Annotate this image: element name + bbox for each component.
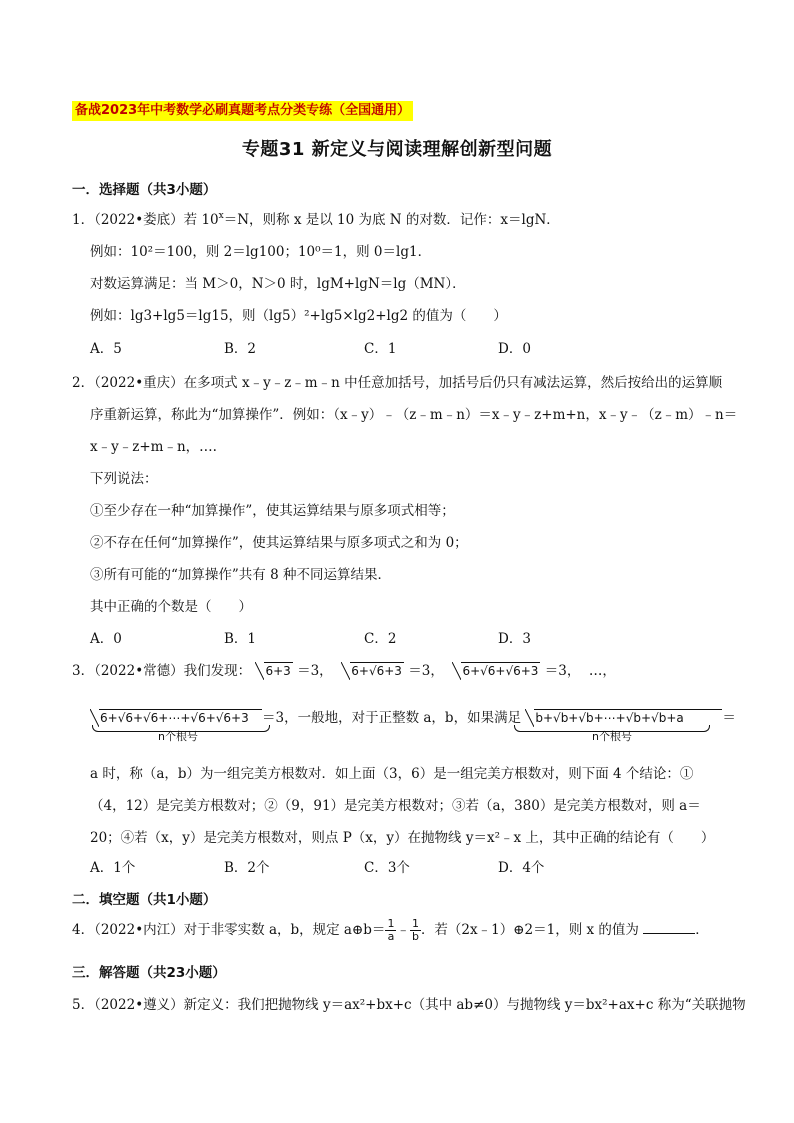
q3-radical-3: 6+√6+√6+3 xyxy=(462,664,539,678)
q2-lead: 下列说法： xyxy=(90,471,158,487)
q3-nested-radical-b: b+√b+√b+⋯+√b+√b+a xyxy=(534,709,722,727)
q3-radical-1: 6+3 xyxy=(265,664,291,678)
q4-fraction-1b: $\frac{1}{b}$ xyxy=(411,917,419,943)
section-heading-solve: 三．解答题（共23小题） xyxy=(72,965,226,981)
section-heading-fill: 二．填空题（共1小题） xyxy=(72,892,217,908)
q1-stem: 1．（2022•娄底）若 $10^x=N$，则称 x 是以 10 为底 N 的对数．记作：x＝lgN． xyxy=(72,211,560,228)
q3-stem-line-5: 20；④若（x，y）是完美方根数对，则点 P（x，y）在抛物线 y＝x²﹣x 上，其中正确的结论有（ ） xyxy=(90,830,715,846)
q2-statement-1: ①至少存在一种“加算操作”，使其运算结果与原多项式相等； xyxy=(90,503,455,519)
q2-stem-line-1: 2．（2022•重庆）在多项式 x﹣y﹣z﹣m﹣n 中任意加括号，加括号后仍只有减法运算，然后按给出的运算顺 xyxy=(72,375,723,391)
q2-ask: 其中正确的个数是（ ） xyxy=(90,599,252,615)
q2-stem-line-2: 序重新运算，称此为“加算操作”．例如：（x﹣y）﹣（z﹣m﹣n）＝x﹣y﹣z+m+n，x﹣y﹣（z﹣m）﹣n＝ xyxy=(90,407,738,423)
q3-stem-line-2: 6+√6+√6+⋯+√6+√6+3 ＝3，一般地，对于正整数 a，b，如果满足 b+√b+√b+⋯+√b+√b+a ＝ xyxy=(100,710,736,726)
q2-option-d: D．3 xyxy=(498,631,531,647)
q3-option-b: B．2个 xyxy=(224,860,270,876)
q1-rule: 对数运算满足：当 M＞0，N＞0 时，lgM+lgN＝lg（MN）． xyxy=(90,276,466,292)
q3-radical-2: 6+√6+3 xyxy=(351,664,402,678)
q3-stem-line-3: a 时，称（a，b）为一组完美方根数对．如上面（3，6）是一组完美方根数对，则下面 4 个结论：① xyxy=(90,766,694,782)
q1-example-2: 例如：lg3+lg5＝lg15，则（lg5）²+lg5×lg2+lg2 的值为（ ） xyxy=(90,308,507,324)
q3-stem-line-1: 3．（2022•常德）我们发现： 6+3 ＝3， 6+√6+3 ＝3， 6+√6+√6+3 ＝3， …， xyxy=(72,663,616,679)
q3-option-a: A．1个 xyxy=(90,860,136,876)
q2-option-c: C．2 xyxy=(364,631,397,647)
q1-option-b: B．2 xyxy=(224,341,257,357)
q2-option-b: B．1 xyxy=(224,631,257,647)
q2-option-a: A．0 xyxy=(90,631,122,647)
q3-nested-radical-6: 6+√6+√6+⋯+√6+√6+3 xyxy=(99,709,262,727)
q2-statement-3: ③所有可能的“加算操作”共有 8 种不同运算结果． xyxy=(90,567,391,583)
q1-option-d: D．0 xyxy=(498,341,531,357)
q3-underbrace-label-2: n个根号 xyxy=(592,730,632,743)
q2-stem-line-3: x﹣y﹣z+m﹣n，…. xyxy=(90,439,217,455)
section-heading-choice: 一．选择题（共3小题） xyxy=(72,182,217,198)
q3-underbrace-label-1: n个根号 xyxy=(158,730,198,743)
q5-stem-line-1: 5．（2022•遵义）新定义：我们把抛物线 y＝ax²+bx+c（其中 ab≠0）与抛物线 y＝bx²+ax+c 称为“关联抛物 xyxy=(72,997,746,1013)
q2-statement-2: ②不存在任何“加算操作”，使其运算结果与原多项式之和为 0； xyxy=(90,535,468,551)
q4-answer-blank[interactable] xyxy=(643,921,695,934)
q1-option-c: C．1 xyxy=(364,341,397,357)
q1-option-a: A．5 xyxy=(90,341,122,357)
page-title: 专题31 新定义与阅读理解创新型问题 xyxy=(241,139,553,160)
q4-fraction-1a: $\frac{1}{a}$ xyxy=(387,917,395,943)
q4-stem: 4．（2022•内江）对于非零实数 a，b，规定 a⊕b＝ $\frac{1}{a}$ ﹣ $\frac{1}{b}$ ．若（2x﹣1）⊕2＝1，则 x 的值为 ． xyxy=(72,917,709,943)
series-banner: 备战2023年中考数学必刷真题考点分类专练（全国通用） xyxy=(72,101,413,121)
q3-option-d: D．4个 xyxy=(498,860,545,876)
q3-option-c: C．3个 xyxy=(364,860,410,876)
q1-example-1: 例如：10²＝100，则 2＝lg100；10⁰＝1，则 0＝lg1． xyxy=(90,244,432,260)
q3-stem-line-4: （4，12）是完美方根数对；②（9，91）是完美方根数对；③若（a，380）是完美方根数对，则 a＝ xyxy=(90,798,701,814)
